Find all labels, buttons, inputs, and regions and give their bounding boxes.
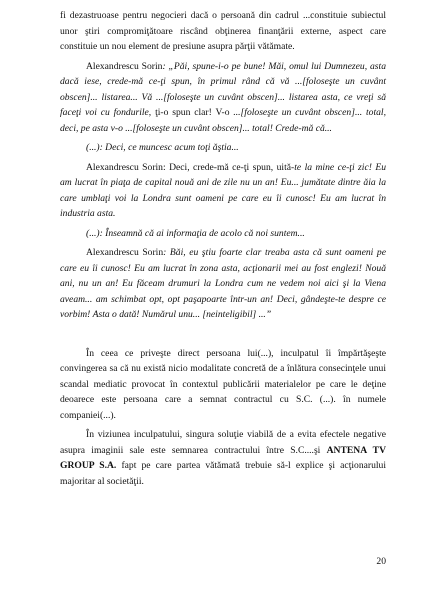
text-run: Alexandrescu Sorin <box>86 247 164 258</box>
paragraph <box>60 427 386 489</box>
paragraph <box>60 59 386 137</box>
italic-text-run: te la mine ce-ţi zic! Eu am lucrat în piaţa de capital nouă ani de zile nu un an! Eu... jumătate dintre ăia la care umblaţi voi la Londra sunt oameni pe care eu îi cunosc! Eu am lucrat în industria asta. <box>60 161 387 219</box>
italic-text-run: : „Păi, spune-i-o pe bune! Măi, omul lui Dumnezeu, asta dacă iese, crede-mă ce-ţi spun, în primul rând că vă ...[foloseşte un cuvânt obscen]... listarea... Vă ...[foloseşte un cuvânt obscen]... listarea asta, ce vreţi să faceţi voi cu fondurile, <box>60 60 386 118</box>
text-run: fapt pe care partea vătămată trebuie să-l explice şi acţionarului majoritar al societăţii. <box>60 460 386 487</box>
text-run: Alexandrescu Sorin <box>86 161 163 173</box>
paragraph <box>60 346 386 424</box>
paragraph <box>60 245 386 323</box>
italic-text-run: : Băi, eu ştiu foarte clar treaba asta că sunt oameni pe care eu îi cunosc! Eu am lucrat în zona asta, acţionarii mei au fost englezi! Nouă ani, nu un an! Eu făceam drumuri la Londra cum ne vedem noi aici şi la Viena aveam... am schimbat opt, opt paşapoarte într-un an! Deci, gândeşte-te despre ce vorbim! Asta o dată! Numărul unu... [neinteligibil] ...” <box>60 247 386 320</box>
text-run: În ceea ce priveşte direct persoana lui(...), inculpatul îi împărtăşeşte convingerea sa că nu există nicio modalitate concretă de a înlătura consecinţele unui scandal mediatic provocat în contextul publicării materialelor pe care le deţine deoarece este persoana care a semnat contractul cu S.C. (...). în numele companiei(...). <box>60 347 386 421</box>
bold-text-run: ANTENA TV GROUP S.A. <box>60 444 386 471</box>
paragraph <box>60 226 386 242</box>
text-run: În viziunea inculpatului, singura soluţie viabilă de a evita efectele negative asupra imaginii sale este semnarea contractului între S.C....şi <box>60 429 386 456</box>
paragraph <box>60 8 386 55</box>
page-body <box>60 8 386 489</box>
italic-text-run: ...[foloseşte un cuvânt obscen]... total, deci, pe asta v-o ...[foloseşte un cuvânt obscen]... total! Credе-mă că... <box>60 107 386 134</box>
text-run: fi dezastruoase pentru negocieri dacă o persoană din cadrul ...constituie subiectul unor ştiri compromiţătoare riscând obţinerea finanţării externe, aspect care constituie un nou element de presiune asupra părţii vătămate. <box>60 10 386 52</box>
text-run: ţi-o spun clar! V-o <box>155 107 230 118</box>
text-run: : Deci, crede-mă ce-ţi spun, uită- <box>162 161 295 173</box>
paragraph-spacer <box>60 323 386 346</box>
page-number: 20 <box>376 556 386 567</box>
paragraph <box>60 140 386 156</box>
italic-text-run: (...): Deci, ce muncesc acum toţi ăştia... <box>86 142 239 153</box>
italic-text-run: (...): Înseamnă că ai informaţia de acolo că noi suntem... <box>86 227 305 239</box>
paragraph <box>60 160 386 222</box>
text-run: Alexandrescu Sorin <box>86 60 163 72</box>
